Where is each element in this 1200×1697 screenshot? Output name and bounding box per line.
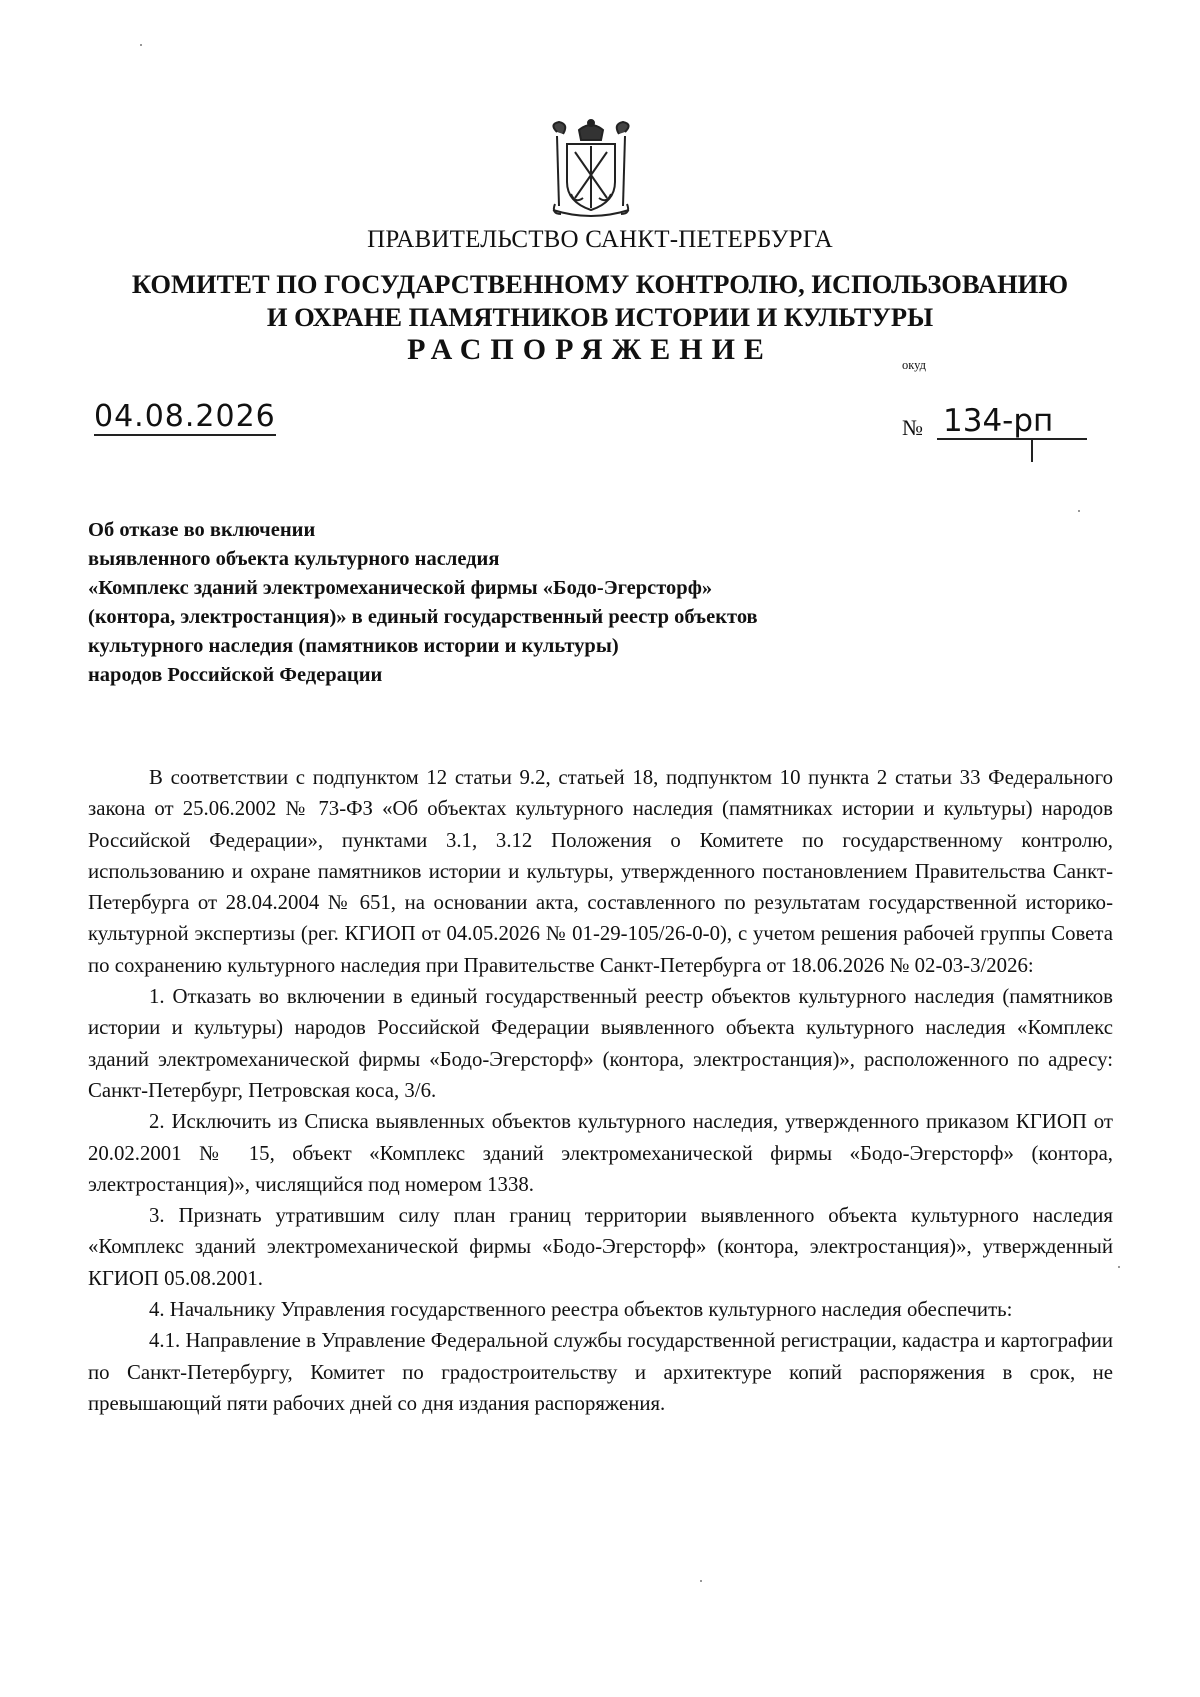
subject-line: Об отказе во включении	[88, 519, 316, 541]
government-title: ПРАВИТЕЛЬСТВО САНКТ-ПЕТЕРБУРГА	[367, 226, 833, 253]
subject-line: «Комплекс зданий электромеханической фирмы «Бодо-Эгерсторф»	[88, 577, 713, 599]
scan-speck	[1078, 510, 1080, 512]
document-body	[88, 762, 1113, 1419]
body-paragraph-item-2: 2. Исключить из Списка выявленных объектов культурного наследия, утвержденного приказом КГИОП от 20.02.2001 № 15, объект «Комплекс зданий электромеханической фирмы «Бодо-Эгерсторф» (контора, электростанция)», числящийся под номером 1338.	[88, 1110, 1113, 1196]
committee-title-line-2: И ОХРАНЕ ПАМЯТНИКОВ ИСТОРИИ И КУЛЬТУРЫ	[266, 302, 934, 332]
scan-speck	[700, 1580, 702, 1582]
body-paragraph-item-1: 1. Отказать во включении в единый государственный реестр объектов культурного наследия (памятников истории и культуры) народов Российской Федерации выявленного объекта культурного наследия «Комплекс зданий электромеханической фирмы «Бодо-Эгерсторф» (контора, электростанция)», расположенного по адресу: Санкт-Петербург, Петровская коса, 3/6.	[88, 985, 1113, 1102]
body-paragraph-preamble: В соответствии с подпунктом 12 статьи 9.2, статьей 18, подпунктом 10 пункта 2 статьи 33 Федерального закона от 25.06.2002 № 73-ФЗ «Об объектах культурного наследия (памятниках истории и культуры) народов Российской Федерации», пунктами 3.1, 3.12 Положения о Комитете по государственному контролю, использованию и охране памятников истории и культуры, утвержденного постановлением Правительства Санкт-Петербурга от 28.04.2004 № 651, на основании акта, составленного по результатам государственной историко-культурной экспертизы (рег. КГИОП от 04.05.2026 № 01-29-105/26-0-0), с учетом решения рабочей группы Совета по сохранению культурного наследия при Правительстве Санкт-Петербурга от 18.06.2026 № 02-03-3/2026:	[88, 766, 1113, 977]
committee-title	[0, 268, 1200, 334]
body-paragraph-item-3: 3. Признать утратившим силу план границ территории выявленного объекта культурного наследия «Комплекс зданий электромеханической фирмы «Бодо-Эгерсторф» (контора, электростанция)», утвержденный КГИОП 05.08.2001.	[88, 1204, 1113, 1290]
document-number: 134-рп	[937, 404, 1087, 440]
subject-line: народов Российской Федерации	[88, 664, 383, 686]
scan-speck	[140, 44, 142, 46]
st-petersburg-coat-of-arms-icon	[545, 118, 637, 218]
number-sign: №	[902, 415, 923, 440]
okud-label: окуд	[902, 358, 926, 372]
number-underline-tick	[1031, 440, 1033, 462]
document-type: РАСПОРЯЖЕНИЕ	[407, 333, 773, 366]
scan-speck	[1118, 1266, 1120, 1268]
body-paragraph-item-4-1: 4.1. Направление в Управление Федеральной службы государственной регистрации, кадастра и картографии по Санкт-Петербургу, Комитет по градостроительству и архитектуре копий распоряжения в срок, не превышающий пяти рабочих дней со дня издания распоряжения.	[88, 1329, 1113, 1415]
document-date: 04.08.2026	[94, 399, 276, 434]
subject-line: культурного наследия (памятников истории и культуры)	[88, 635, 619, 657]
document-subject	[88, 516, 758, 690]
body-paragraph-item-4: 4. Начальнику Управления государственного реестра объектов культурного наследия обеспечить:	[149, 1298, 1013, 1322]
subject-line: выявленного объекта культурного наследия	[88, 548, 500, 570]
committee-title-line-1: КОМИТЕТ ПО ГОСУДАРСТВЕННОМУ КОНТРОЛЮ, ИСПОЛЬЗОВАНИЮ	[131, 269, 1069, 299]
subject-line: (контора, электростанция)» в единый государственный реестр объектов	[88, 606, 758, 628]
